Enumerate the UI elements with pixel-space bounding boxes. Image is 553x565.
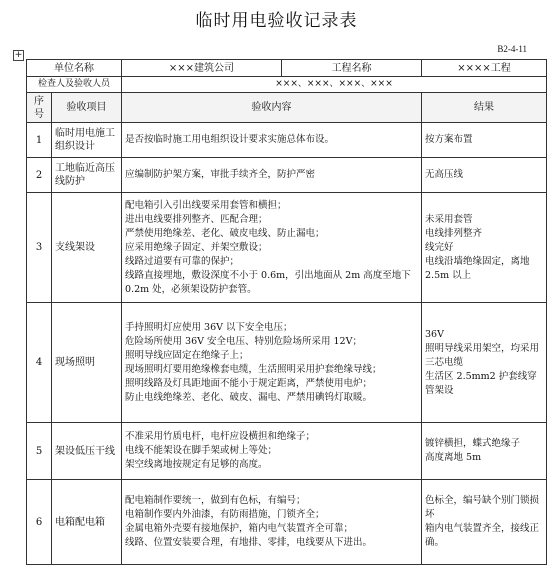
- table-row: [27, 193, 547, 303]
- acceptance-table: [26, 59, 547, 565]
- row-result: 36V 照明导线采用架空，均采用三芯电缆 生活区 2.5mm2 护套线穿管架设: [422, 303, 547, 423]
- table-row: [27, 423, 547, 480]
- row-item: 架设低压干线: [52, 423, 122, 480]
- project-name-value: ××××工程: [422, 60, 547, 77]
- row-item: 支线架设: [52, 193, 122, 303]
- row-seq: 2: [27, 158, 52, 193]
- table-row: [27, 480, 547, 565]
- row-seq: 4: [27, 303, 52, 423]
- row-seq: 1: [27, 123, 52, 158]
- table-row: [27, 303, 547, 423]
- table-row: [27, 158, 547, 193]
- col-header-content: 验收内容: [122, 93, 422, 123]
- row-seq: 5: [27, 423, 52, 480]
- row-content: 应编制防护架方案，审批手续齐全，防护严密: [122, 158, 422, 193]
- row-content: 手持照明灯应使用 36V 以下安全电压； 危险场所使用 36V 安全电压、特别危险场所采用 12V； 照明导线应固定在绝缘子上； 现场照明灯要用绝缘橡套电缆，生活照明采用护套绝缘导线； 照明线路及灯具距地面不能小于规定距离，严禁使用电炉； 防止电线绝缘差、老化、破皮、漏电、严禁用碘钨灯取暖。: [122, 303, 422, 423]
- col-header-item: 验收项目: [52, 93, 122, 123]
- unit-name-value: ×××建筑公司: [122, 60, 282, 77]
- row-result: 色标全，编号缺个别门锁损坏 箱内电气装置齐全，接线正确。: [422, 480, 547, 565]
- row-item: 现场照明: [52, 303, 122, 423]
- row-seq: 6: [27, 480, 52, 565]
- table-move-handle[interactable]: +: [14, 50, 23, 60]
- row-result: 未采用套管 电线排列整齐 线完好 电线沿墙绝缘固定，离地 2.5m 以上: [422, 193, 547, 303]
- row-seq: 3: [27, 193, 52, 303]
- row-content: 配电箱引入引出线要采用套管和横担； 进出电线要排列整齐、匹配合理； 严禁使用绝缘差、老化、破皮电线、防止漏电； 应采用绝缘子固定、并架空敷设； 线路过道要有可靠的保护； 线路直接埋地，敷设深度不小于 0.6m，引出地面从 2m 高度至地下 0.2m 处，必须架设防护套管。: [122, 193, 422, 303]
- row-result: 镀锌横担，蝶式绝缘子 高度离地 5m: [422, 423, 547, 480]
- row-result: 无高压线: [422, 158, 547, 193]
- row-content: 配电箱制作要统一，做到有色标，有编号； 电箱制作要内外油漆，有防雨措施，门锁齐全； 金属电箱外壳要有接地保护，箱内电气装置齐全可靠； 线路、位置安装要合理，有地排、零排，电线要从下进出。: [122, 480, 422, 565]
- table-row: [27, 123, 547, 158]
- col-header-seq: 序号: [27, 93, 52, 123]
- row-item: 电箱配电箱: [52, 480, 122, 565]
- row-result: 按方案布置: [422, 123, 547, 158]
- unit-name-label: 单位名称: [27, 60, 122, 77]
- row-content: 是否按临时施工用电组织设计要求实施总体布设。: [122, 123, 422, 158]
- col-header-result: 结果: [422, 93, 547, 123]
- row-item: 临时用电施工组织设计: [52, 123, 122, 158]
- project-name-label: 工程名称: [282, 60, 422, 77]
- inspectors-value: ×××、×××、×××、×××: [122, 77, 547, 93]
- form-code: B2-4-11: [497, 44, 527, 54]
- row-item: 工地临近高压线防护: [52, 158, 122, 193]
- row-content: 不准采用竹质电杆，电杆应设横担和绝缘子； 电线不能架设在脚手架或树上等处； 架空线离地按规定有足够的高度。: [122, 423, 422, 480]
- page-title: 临时用电验收记录表: [195, 11, 358, 31]
- inspectors-label: 检查人及验收人员: [27, 77, 122, 93]
